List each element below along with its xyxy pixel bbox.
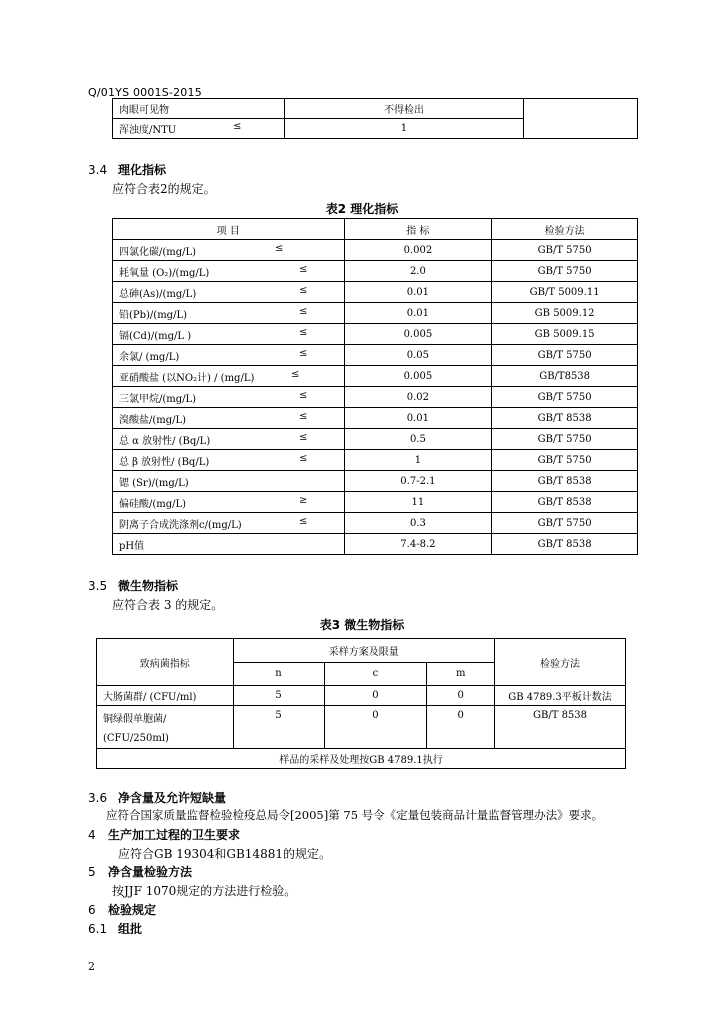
table-row (113, 471, 638, 492)
value-cell: 0.002 (344, 240, 492, 261)
method-cell: GB/T 5750 (492, 345, 638, 366)
table3-caption: 表3 微生物指标 (319, 618, 405, 632)
table-row (113, 408, 638, 429)
header-c: c (324, 662, 427, 686)
table-row (113, 387, 638, 408)
section-5-text: 按JJF 1070规定的方法进行检验。 (112, 884, 297, 898)
header-sampling-plan: 采样方案及限量 (233, 639, 495, 663)
method-cell: GB/T 5750 (492, 513, 638, 534)
comparison-symbol: ≤ (275, 242, 284, 254)
table3-microbiological (96, 638, 626, 769)
item-cell (113, 324, 345, 345)
method-cell: GB/T 8538 (495, 706, 626, 749)
method-cell: GB/T8538 (492, 366, 638, 387)
method-cell: GB 4789.3平板计数法 (495, 686, 626, 706)
item-name: 三氯甲烷/(mg/L) (119, 393, 197, 405)
table-row (113, 261, 638, 282)
method-cell: GB/T 8538 (492, 492, 638, 513)
header-method: 检验方法 (495, 639, 626, 686)
section-3-4-text: 应符合表2的规定。 (112, 182, 216, 196)
comparison-symbol: ≤ (299, 347, 308, 359)
value-cell: 0.3 (344, 513, 492, 534)
document-code: Q/01YS 0001S-2015 (88, 86, 202, 99)
comparison-symbol: ≤ (299, 452, 308, 464)
value-cell: 1 (344, 450, 492, 471)
comparison-symbol: ≤ (299, 326, 308, 338)
method-cell: GB/T 5750 (492, 261, 638, 282)
item-cell (113, 387, 345, 408)
item-name: 镉(Cd)/(mg/L ) (119, 330, 192, 342)
comparison-symbol: ≤ (299, 284, 308, 296)
header-index: 指 标 (344, 219, 492, 240)
table-row (113, 513, 638, 534)
item-cell (113, 450, 345, 471)
value-cell: 不得检出 (284, 99, 524, 119)
table-row (113, 450, 638, 471)
item-cell (113, 408, 345, 429)
item-name: 余氯/ (mg/L) (119, 351, 180, 363)
section-3-6-text: 应符合国家质量监督检验检疫总局令[2005]第 75 号令《定量包装商品计量监督管理办法》要求。 (106, 808, 604, 822)
table-row (113, 240, 638, 261)
item-name: 偏硅酸/(mg/L) (119, 498, 187, 510)
header-n: n (233, 662, 324, 686)
m-cell: 0 (427, 706, 495, 749)
section-3-5-text: 应符合表 3 的规定。 (112, 598, 224, 612)
method-cell: GB 5009.12 (492, 303, 638, 324)
table-header-row (97, 639, 626, 663)
table-row (113, 99, 638, 119)
method-cell: GB/T 5750 (492, 387, 638, 408)
c-cell: 0 (324, 706, 427, 749)
item-name: 铅(Pb)/(mg/L) (119, 309, 187, 321)
table2-physicochemical (112, 218, 638, 555)
table-header-row (113, 219, 638, 240)
header-method: 检验方法 (492, 219, 638, 240)
value-cell: 0.02 (344, 387, 492, 408)
table-row (113, 303, 638, 324)
section-3-6-heading: 3.6 净含量及允许短缺量 (88, 791, 227, 805)
item-name: 阴离子合成洗涤剂c/(mg/L) (119, 519, 242, 531)
item-cell (113, 492, 345, 513)
header-pathogen: 致病菌指标 (97, 639, 234, 686)
comparison-symbol: ≥ (299, 494, 308, 506)
comparison-symbol: ≤ (299, 263, 308, 275)
comparison-symbol: ≤ (299, 431, 308, 443)
method-cell: GB 5009.15 (492, 324, 638, 345)
method-cell: GB/T 8538 (492, 471, 638, 492)
table-row (113, 324, 638, 345)
section-5-heading: 5 净含量检验方法 (88, 865, 193, 879)
item-name: 总砷(As)/(mg/L) (119, 288, 197, 300)
item-cell (113, 534, 345, 555)
item-name: pH值 (119, 540, 145, 552)
header-m: m (427, 662, 495, 686)
value-cell: 7.4-8.2 (344, 534, 492, 555)
n-cell: 5 (233, 706, 324, 749)
item-cell (113, 345, 345, 366)
comparison-symbol: ≤ (299, 515, 308, 527)
pathogen-cell: 大肠菌群/ (CFU/ml) (97, 686, 234, 706)
section-4-heading: 4 生产加工过程的卫生要求 (88, 828, 241, 842)
value-cell: 0.005 (344, 324, 492, 345)
item-cell (113, 282, 345, 303)
pathogen-name: 铜绿假单胞菌/ (103, 714, 167, 725)
method-cell: GB/T 5750 (492, 450, 638, 471)
item-cell (113, 513, 345, 534)
comparison-symbol: ≤ (299, 305, 308, 317)
section-6-heading: 6 检验规定 (88, 903, 157, 917)
item-name: 四氯化碳/(mg/L) (119, 246, 197, 258)
comparison-symbol: ≤ (291, 368, 300, 380)
table-row (113, 345, 638, 366)
value-cell: 0.05 (344, 345, 492, 366)
continued-sensory-table (112, 98, 638, 139)
value-cell: 1 (284, 119, 524, 139)
comparison-symbol: ≤ (233, 121, 242, 132)
item-name: 锶 (Sr)/(mg/L) (119, 477, 189, 489)
item-cell (113, 429, 345, 450)
item-cell (113, 240, 345, 261)
item-name: 耗氧量 (O₂)/(mg/L) (119, 267, 210, 279)
value-cell: 0.01 (344, 282, 492, 303)
value-cell: 0.5 (344, 429, 492, 450)
section-6-1-heading: 6.1 组批 (88, 922, 143, 936)
n-cell: 5 (233, 686, 324, 706)
pathogen-cell (97, 706, 234, 749)
table-footer-row (97, 749, 626, 769)
item-name: 亚硝酸盐 (以NO₂计) / (mg/L) (119, 372, 255, 384)
sampling-note: 样品的采样及处理按GB 4789.1执行 (97, 749, 626, 769)
m-cell: 0 (427, 686, 495, 706)
table-row (113, 429, 638, 450)
method-cell: GB/T 5009.11 (492, 282, 638, 303)
comparison-symbol: ≤ (299, 410, 308, 422)
method-cell: GB/T 8538 (492, 534, 638, 555)
item-name: 溴酸盐/(mg/L) (119, 414, 187, 426)
table-row (113, 534, 638, 555)
item-name: 总 β 放射性/ (Bq/L) (119, 456, 210, 468)
table-row (97, 686, 626, 706)
item-cell: 肉眼可见物 (113, 99, 285, 119)
comparison-symbol: ≤ (299, 389, 308, 401)
method-cell: GB/T 5750 (492, 240, 638, 261)
item-cell (113, 303, 345, 324)
pathogen-unit: (CFU/250ml) (103, 733, 169, 744)
value-cell: 0.01 (344, 408, 492, 429)
method-cell (524, 99, 638, 139)
value-cell: 11 (344, 492, 492, 513)
item-cell (113, 261, 345, 282)
value-cell: 2.0 (344, 261, 492, 282)
section-3-4-heading: 3.4 理化指标 (88, 163, 167, 177)
value-cell: 0.01 (344, 303, 492, 324)
table-row (97, 706, 626, 749)
value-cell: 0.005 (344, 366, 492, 387)
header-item: 项 目 (113, 219, 345, 240)
method-cell: GB/T 8538 (492, 408, 638, 429)
section-4-text: 应符合GB 19304和GB14881的规定。 (118, 847, 331, 861)
method-cell: GB/T 5750 (492, 429, 638, 450)
page-number: 2 (88, 960, 95, 973)
item-name: 总 α 放射性/ (Bq/L) (119, 435, 211, 447)
table-row (113, 282, 638, 303)
item-cell (113, 366, 345, 387)
c-cell: 0 (324, 686, 427, 706)
item-cell: 浑浊度/NTU ≤ (113, 119, 285, 139)
section-3-5-heading: 3.5 微生物指标 (88, 579, 179, 593)
item-cell (113, 471, 345, 492)
value-cell: 0.7-2.1 (344, 471, 492, 492)
table2-caption: 表2 理化指标 (325, 202, 399, 216)
table-row (113, 366, 638, 387)
table-row (113, 492, 638, 513)
